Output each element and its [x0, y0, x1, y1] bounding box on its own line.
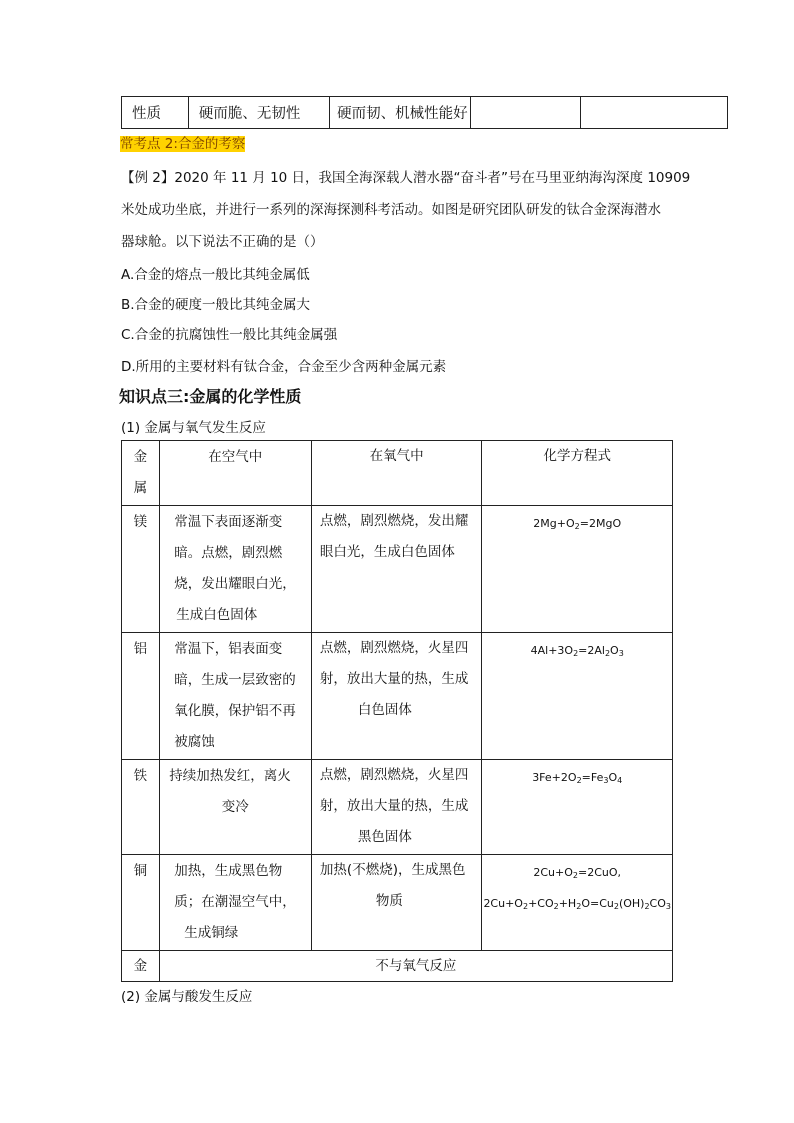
example-line-2: 米处成功坐底，并进行一系列的深海探测科考活动。如图是研究团队研发的钛合金深海潜水 — [121, 202, 661, 218]
text-line: 持续加热发红，离火 — [169, 768, 291, 784]
text-line: 质；在潮湿空气中， — [174, 894, 296, 910]
text-line: 氧化膜，保护铝不再 — [174, 703, 296, 719]
equation-cell — [482, 633, 673, 760]
header-air: 在空气中 — [159, 441, 311, 506]
oxygen-cell — [311, 760, 482, 855]
subsection-acid: (2) 金属与酸发生反应 — [121, 989, 253, 1005]
equation: $2Cu+O_2=2CuO$, — [533, 866, 622, 880]
equation: $4Al+3O_2=2Al_2O_3$ — [530, 644, 624, 658]
option-c: C.合金的抗腐蚀性一般比其纯金属强 — [121, 327, 338, 343]
air-cell — [159, 633, 311, 760]
text-line: 白色固体 — [357, 702, 412, 718]
metal-cell: 铝 — [122, 633, 160, 760]
table-row — [122, 97, 728, 129]
metal-cell: 铜 — [122, 855, 160, 951]
text-line: 射，放出大量的热，生成 — [319, 798, 469, 814]
text-line: 被腐蚀 — [174, 734, 215, 750]
header-equation: 化学方程式 — [482, 441, 673, 506]
equation-cell — [482, 760, 673, 855]
equation-cell — [482, 855, 673, 951]
table-row — [122, 855, 673, 951]
table-row — [122, 760, 673, 855]
metal-cell: 镁 — [122, 506, 160, 633]
text-line: 黑色固体 — [357, 829, 412, 845]
oxygen-cell — [311, 633, 482, 760]
oxygen-cell — [311, 855, 482, 951]
equation-cell — [482, 506, 673, 633]
text-line: 点燃，剧烈燃烧，发出耀 — [319, 513, 469, 529]
example-line-3: 器球舱。以下说法不正确的是（） — [121, 234, 324, 250]
equation: $2Mg+O_2=2MgO$ — [533, 517, 622, 531]
air-cell — [159, 506, 311, 633]
equation: $3Fe+2O_2=Fe_3O_4$ — [532, 771, 623, 785]
header-metal — [122, 441, 160, 506]
text-line: 点燃，剧烈燃烧，火星四 — [319, 640, 469, 656]
air-cell — [159, 760, 311, 855]
subsection-oxygen: (1) 金属与氧气发生反应 — [121, 420, 266, 436]
metal-cell: 铁 — [122, 760, 160, 855]
properties-table — [121, 96, 728, 129]
text-line: 生成铜绿 — [184, 925, 239, 941]
text-line: 点燃，剧烈燃烧，火星四 — [319, 767, 469, 783]
table-cell — [471, 97, 580, 129]
kaodian-title: 合金的考察 — [177, 136, 246, 152]
text-line: 暗。点燃，剧烈燃 — [174, 545, 283, 561]
table-cell: 性质 — [122, 97, 189, 129]
table-row — [122, 951, 673, 982]
text-line: 加热(不燃烧)，生成黑色 — [319, 862, 466, 878]
header-metal-2: 属 — [133, 480, 148, 496]
section-title: 知识点三:金属的化学性质 — [119, 387, 302, 406]
text-line: 物质 — [375, 893, 403, 909]
text-line: 烧，发出耀眼白光， — [174, 576, 296, 592]
text-line: 常温下，铝表面变 — [174, 641, 283, 657]
table-row — [122, 633, 673, 760]
text-line: 暗，生成一层致密的 — [174, 672, 296, 688]
table-cell: 硬而韧、机械性能好 — [330, 97, 471, 129]
text-line: 眼白光，生成白色固体 — [319, 544, 455, 560]
text-line: 射，放出大量的热，生成 — [319, 671, 469, 687]
gold-note-cell: 不与氧气反应 — [159, 951, 672, 982]
table-header-row — [122, 441, 673, 506]
option-a: A.合金的熔点一般比其纯金属低 — [121, 267, 310, 283]
header-metal-1: 金 — [133, 449, 148, 465]
equation: $2Cu+O_2+CO_2+H_2O=Cu_2(OH)_2CO_3$ — [483, 897, 671, 911]
text-line: 加热，生成黑色物 — [174, 863, 283, 879]
header-oxygen: 在氧气中 — [311, 441, 482, 506]
example-line-1: 【例 2】2020 年 11 月 10 日，我国全海深载人潜水器“奋斗者”号在马里亚纳海沟深度 10909 — [121, 170, 691, 186]
metal-oxygen-table — [121, 440, 673, 982]
metal-cell: 金 — [122, 951, 160, 982]
table-row — [122, 506, 673, 633]
oxygen-cell — [311, 506, 482, 633]
table-cell: 硬而脆、无韧性 — [188, 97, 329, 129]
air-cell — [159, 855, 311, 951]
kaodian-tag: 常考点 2: — [120, 136, 178, 152]
option-b: B.合金的硬度一般比其纯金属大 — [121, 297, 311, 313]
text-line: 生成白色固体 — [176, 607, 258, 623]
kaodian-heading — [120, 132, 245, 152]
option-d: D.所用的主要材料有钛合金，合金至少含两种金属元素 — [121, 359, 447, 375]
text-line: 变冷 — [221, 799, 249, 815]
text-line: 常温下表面逐渐变 — [174, 514, 283, 530]
table-cell — [580, 97, 727, 129]
